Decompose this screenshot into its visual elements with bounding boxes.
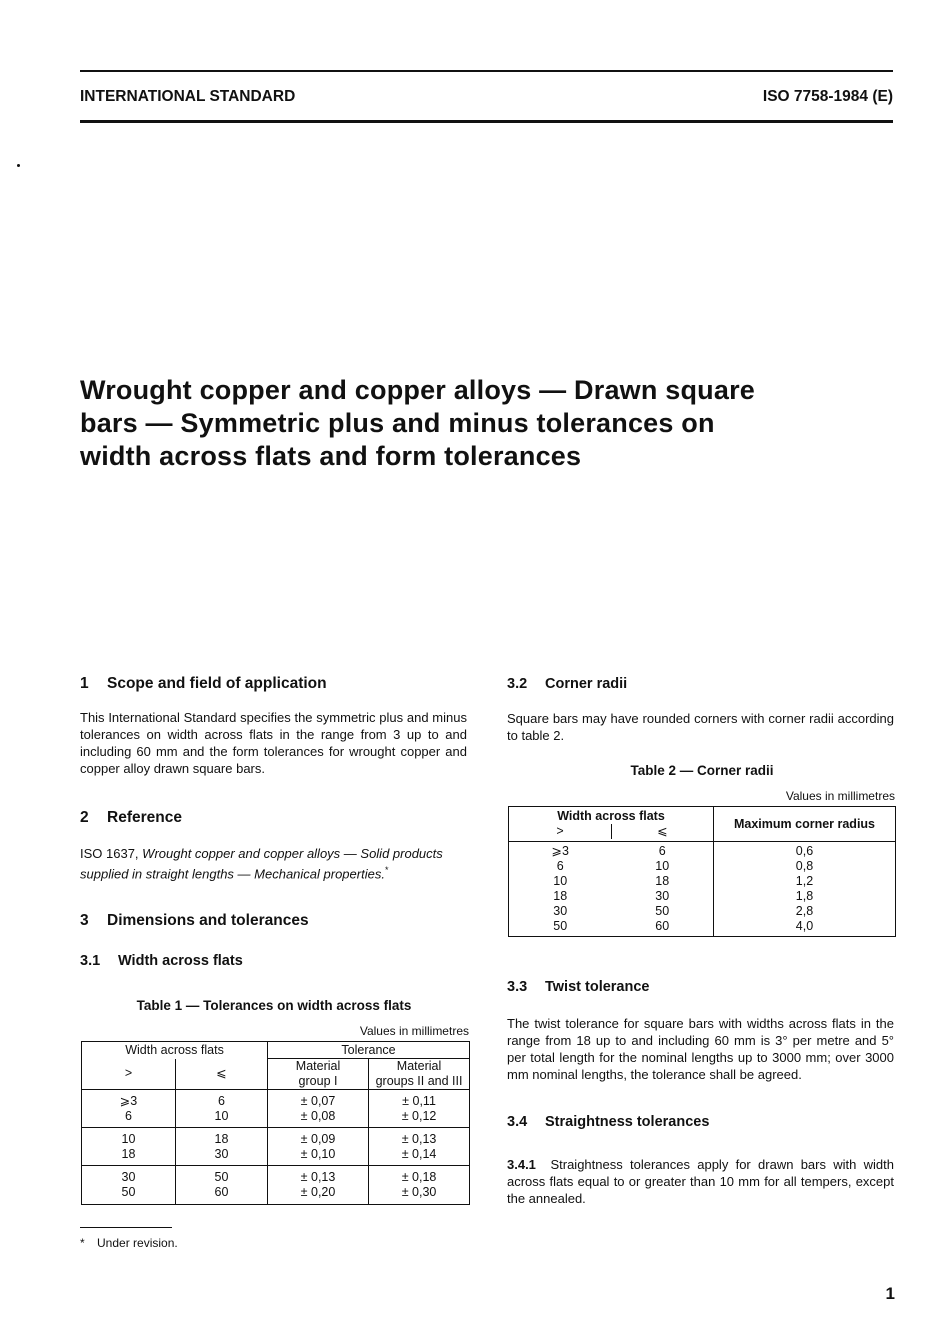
col-header-subrow: [509, 824, 713, 839]
section-title: Scope and field of application: [107, 675, 327, 692]
section-3-4-1-text: [507, 1156, 894, 1207]
section-2-reference: [80, 845, 467, 882]
title-line-1: Wrought copper and copper alloys — Drawn square: [80, 375, 756, 405]
col-header-material-group-1: Material group I: [268, 1059, 369, 1090]
table-cell: ± 0,13 ± 0,20: [268, 1166, 369, 1205]
table-cell: 10 18: [121, 1131, 136, 1161]
col-header-gt: >: [556, 824, 564, 838]
table-cell: ± 0,18 ± 0,30: [369, 1166, 470, 1205]
title-line-2: bars — Symmetric plus and minus tolerances on: [80, 408, 715, 438]
table-1-caption: Table 1 — Tolerances on width across flats: [136, 998, 412, 1013]
section-title: Width across flats: [118, 953, 243, 969]
section-3-2-text: Square bars may have rounded corners with corner radii according to table 2.: [507, 711, 894, 743]
stray-mark: [17, 164, 20, 167]
col-header-width: Width across flats: [557, 809, 665, 823]
table-cell: ± 0,07 ± 0,08: [268, 1090, 369, 1128]
table-1-units: Values in millimetres: [359, 1024, 469, 1038]
footnote-rule: [80, 1227, 172, 1228]
subsection-body: Straightness tolerances apply for drawn bars with width across flats equal to or greater than 10 mm for all tempers, except the annealed.: [507, 1157, 894, 1206]
reference-code: ISO 1637,: [80, 846, 139, 861]
col-header-tolerance: Tolerance: [268, 1042, 470, 1059]
table-cell: ± 0,09 ± 0,10: [268, 1128, 369, 1166]
col-header-width-group: [509, 807, 714, 842]
table-1: [81, 1041, 470, 1205]
footnote-text: Under revision.: [97, 1236, 178, 1250]
table-cell-radius: 0,6 0,8 1,2 1,8 2,8 4,0: [714, 842, 896, 937]
section-number: 3: [80, 912, 89, 929]
section-number: 3.2: [507, 676, 528, 692]
section-number: 3.3: [507, 979, 528, 995]
reference-title: Wrought copper and copper alloys — Solid products supplied in straight lengths — Mechanical properties.: [80, 846, 443, 882]
footnote-mark: *: [384, 865, 389, 875]
col-header-gt: >: [124, 1066, 133, 1081]
table-cell-le: 6 10 18 30 50 60: [655, 844, 670, 933]
section-3-heading: [80, 912, 309, 930]
title-line-3: width across flats and form tolerances: [80, 441, 582, 471]
section-1-text: This International Standard specifies the symmetric plus and minus tolerances on width across flats in the range from 3 up to and including 60 mm and the form tolerances for wrought copper and copper alloy drawn square bars.: [80, 710, 467, 776]
footnote: [80, 1236, 178, 1250]
section-3-3-heading: [507, 979, 649, 995]
section-title: Reference: [107, 809, 182, 826]
table-cell: ⩾3 6: [119, 1093, 138, 1123]
col-header-le: ⩽: [611, 824, 713, 839]
table-cell: 30 50: [121, 1170, 136, 1199]
col-header-max-radius: Maximum corner radius: [714, 807, 896, 842]
table-cell: 50 60: [176, 1166, 268, 1205]
footnote-mark: *: [80, 1236, 85, 1250]
section-number: 1: [80, 675, 89, 692]
section-number: 3.1: [80, 953, 101, 969]
section-title: Corner radii: [545, 676, 628, 692]
header-bottom-rule: [80, 120, 893, 123]
table-cell: 6 10: [176, 1090, 268, 1128]
section-title: Twist tolerance: [545, 979, 650, 995]
section-2-heading: [80, 809, 182, 827]
col-header-width: Width across flats: [125, 1043, 224, 1058]
section-number: 3.4: [507, 1114, 528, 1130]
table-row: [82, 1128, 470, 1166]
document-title: [80, 374, 880, 473]
col-header-material-group-2-3: Material groups II and III: [369, 1059, 470, 1090]
section-3-1-heading: [80, 953, 243, 969]
table-cell: ± 0,13 ± 0,14: [369, 1128, 470, 1166]
page-number: 1: [885, 1284, 895, 1303]
section-3-4-heading: [507, 1114, 709, 1130]
table-2-units: Values in millimetres: [785, 789, 895, 803]
section-title: Dimensions and tolerances: [107, 912, 309, 929]
section-1-heading: [80, 675, 327, 693]
table-2-caption: Table 2 — Corner radii: [630, 763, 774, 778]
section-3-3-text: The twist tolerance for square bars with widths across flats in the range from 18 up to and including 60 mm is 3° per metre and 5° per total length for the nominal lengths up to 3000 mm; over 3000 mm nominal lengths, the tolerance shall be agreed.: [507, 1016, 894, 1082]
col-header-le: ⩽: [176, 1059, 268, 1090]
header-top-rule: [80, 70, 893, 72]
table-body-row: [509, 842, 896, 937]
section-3-2-heading: [507, 676, 627, 692]
section-title: Straightness tolerances: [545, 1114, 710, 1130]
table-cell-gt: ⩾3 6 10 18 30 50: [551, 844, 569, 933]
header-right: ISO 7758-1984 (E): [762, 88, 893, 105]
table-row: [82, 1090, 470, 1128]
table-cell: ± 0,11 ± 0,12: [369, 1090, 470, 1128]
subsection-number: 3.4.1: [507, 1157, 536, 1172]
table-row: [82, 1166, 470, 1205]
section-number: 2: [80, 809, 89, 826]
table-2: [508, 806, 896, 937]
header-left: INTERNATIONAL STANDARD: [80, 88, 296, 105]
table-cell: 18 30: [176, 1128, 268, 1166]
